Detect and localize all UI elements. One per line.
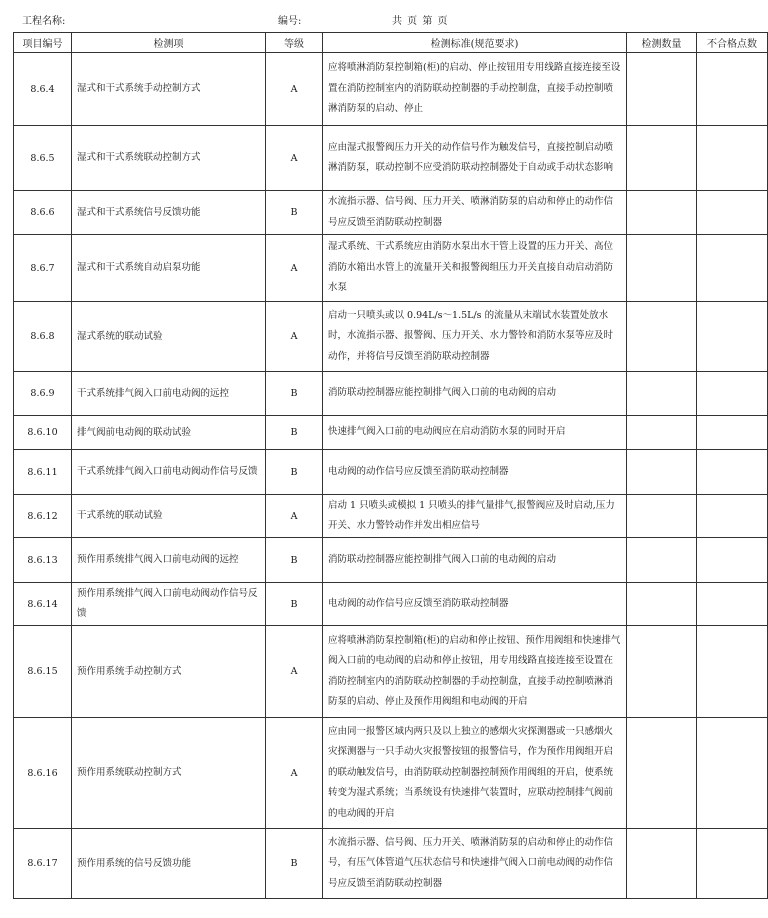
row-count-cell[interactable] <box>627 302 697 372</box>
row-standard: 电动阀的动作信号应反馈至消防联动控制器 <box>323 450 627 495</box>
row-grade: A <box>266 53 323 126</box>
row-item: 预作用系统联动控制方式 <box>72 718 266 829</box>
row-code: 8.6.14 <box>14 583 72 626</box>
row-fail-cell[interactable] <box>697 583 768 626</box>
column-header-count: 检测数量 <box>627 33 697 53</box>
table-row <box>14 718 768 829</box>
row-code: 8.6.6 <box>14 191 72 235</box>
row-count-cell[interactable] <box>627 53 697 126</box>
row-item: 预作用系统手动控制方式 <box>72 626 266 718</box>
row-fail-cell[interactable] <box>697 718 768 829</box>
row-grade: B <box>266 416 323 450</box>
row-grade: A <box>266 495 323 538</box>
form-number-label: 编号: <box>278 16 302 27</box>
row-code: 8.6.17 <box>14 829 72 899</box>
column-header-code: 项目编号 <box>14 33 72 53</box>
row-standard: 电动阀的动作信号应反馈至消防联动控制器 <box>323 583 627 626</box>
row-count-cell[interactable] <box>627 372 697 416</box>
table-row <box>14 829 768 899</box>
row-grade: B <box>266 191 323 235</box>
form-header <box>0 10 719 28</box>
row-item: 排气阀前电动阀的联动试验 <box>72 416 266 450</box>
row-count-cell[interactable] <box>627 718 697 829</box>
row-fail-cell[interactable] <box>697 416 768 450</box>
row-item: 干式系统排气阀入口前电动阀动作信号反馈 <box>72 450 266 495</box>
row-count-cell[interactable] <box>627 191 697 235</box>
row-grade: A <box>266 302 323 372</box>
row-code: 8.6.13 <box>14 538 72 583</box>
row-count-cell[interactable] <box>627 538 697 583</box>
row-grade: B <box>266 538 323 583</box>
row-standard: 消防联动控制器应能控制排气阀入口前的电动阀的启动 <box>323 538 627 583</box>
row-fail-cell[interactable] <box>697 235 768 302</box>
row-code: 8.6.12 <box>14 495 72 538</box>
row-code: 8.6.11 <box>14 450 72 495</box>
column-header-fail: 不合格点数 <box>697 33 768 53</box>
row-item: 湿式系统的联动试验 <box>72 302 266 372</box>
row-fail-cell[interactable] <box>697 538 768 583</box>
row-count-cell[interactable] <box>627 495 697 538</box>
row-item: 干式系统排气阀入口前电动阀的远控 <box>72 372 266 416</box>
row-count-cell[interactable] <box>627 126 697 191</box>
row-standard: 水流指示器、信号阀、压力开关、喷淋消防泵的启动和停止的动作信号，有压气体管道气压状态信号和快速排气阀入口前电动阀的动作信号应反馈至消防联动控制器 <box>323 829 627 899</box>
table-row <box>14 302 768 372</box>
table-row <box>14 626 768 718</box>
table-row <box>14 235 768 302</box>
row-fail-cell[interactable] <box>697 126 768 191</box>
row-code: 8.6.9 <box>14 372 72 416</box>
row-standard: 消防联动控制器应能控制排气阀入口前的电动阀的启动 <box>323 372 627 416</box>
table-row <box>14 372 768 416</box>
table-row <box>14 495 768 538</box>
table-row <box>14 538 768 583</box>
row-fail-cell[interactable] <box>697 829 768 899</box>
column-header-grade: 等级 <box>266 33 323 53</box>
column-header-standard: 检测标准(规范要求) <box>323 33 627 53</box>
row-code: 8.6.10 <box>14 416 72 450</box>
table-row <box>14 583 768 626</box>
row-item: 预作用系统的信号反馈功能 <box>72 829 266 899</box>
row-code: 8.6.16 <box>14 718 72 829</box>
row-standard: 启动一只喷头或以 0.94L/s～1.5L/s 的流量从末端试水装置处放水时，水流指示器、报警阀、压力开关、水力警铃和消防水泵等应及时动作，并将信号反馈至消防联动控制器 <box>323 302 627 372</box>
row-count-cell[interactable] <box>627 583 697 626</box>
row-grade: B <box>266 829 323 899</box>
row-fail-cell[interactable] <box>697 191 768 235</box>
page-count-label: 共 页 第 页 <box>392 16 449 27</box>
row-item: 干式系统的联动试验 <box>72 495 266 538</box>
row-count-cell[interactable] <box>627 235 697 302</box>
row-item: 预作用系统排气阀入口前电动阀的远控 <box>72 538 266 583</box>
row-count-cell[interactable] <box>627 450 697 495</box>
row-grade: A <box>266 626 323 718</box>
row-fail-cell[interactable] <box>697 495 768 538</box>
table-row <box>14 53 768 126</box>
row-count-cell[interactable] <box>627 626 697 718</box>
row-standard: 启动 1 只喷头或模拟 1 只喷头的排气量排气,报警阀应及时启动,压力开关、水力警铃动作并发出相应信号 <box>323 495 627 538</box>
table-row <box>14 416 768 450</box>
row-code: 8.6.7 <box>14 235 72 302</box>
row-fail-cell[interactable] <box>697 53 768 126</box>
row-item: 预作用系统排气阀入口前电动阀动作信号反馈 <box>72 583 266 626</box>
row-code: 8.6.5 <box>14 126 72 191</box>
row-item: 湿式和干式系统手动控制方式 <box>72 53 266 126</box>
row-fail-cell[interactable] <box>697 302 768 372</box>
table-row <box>14 450 768 495</box>
row-grade: A <box>266 718 323 829</box>
table-row <box>14 126 768 191</box>
row-code: 8.6.15 <box>14 626 72 718</box>
row-count-cell[interactable] <box>627 829 697 899</box>
project-name-label: 工程名称: <box>22 16 66 27</box>
row-grade: B <box>266 583 323 626</box>
column-header-item: 检测项 <box>72 33 266 53</box>
row-grade: A <box>266 235 323 302</box>
table-row <box>14 191 768 235</box>
row-item: 湿式和干式系统联动控制方式 <box>72 126 266 191</box>
row-standard: 应将喷淋消防泵控制箱(柜)的启动、停止按钮用专用线路直接连接至设置在消防控制室内的消防联动控制器的手动控制盘，直接手动控制喷淋消防泵的启动、停止 <box>323 53 627 126</box>
row-count-cell[interactable] <box>627 416 697 450</box>
row-code: 8.6.4 <box>14 53 72 126</box>
row-grade: B <box>266 450 323 495</box>
row-fail-cell[interactable] <box>697 450 768 495</box>
row-standard: 应将喷淋消防泵控制箱(柜)的启动和停止按钮、预作用阀组和快速排气阀入口前的电动阀的启动和停止按钮，用专用线路直接连接至设置在消防控制室内的消防联动控制器的手动控制盘，直接手动控制喷淋消防泵的启动、停止及预作用阀组和电动阀的开启 <box>323 626 627 718</box>
row-standard: 应由同一报警区域内两只及以上独立的感烟火灾探测器或一只感烟火灾探测器与一只手动火灾报警按钮的报警信号，作为预作用阀组开启的联动触发信号，由消防联动控制器控制预作用阀组的开启，使系统转变为湿式系统；当系统设有快速排气装置时，应联动控制排气阀前的电动阀的开启 <box>323 718 627 829</box>
inspection-table <box>13 32 768 899</box>
row-standard: 湿式系统、干式系统应由消防水泵出水干管上设置的压力开关、高位消防水箱出水管上的流量开关和报警阀组压力开关直接自动启动消防水泵 <box>323 235 627 302</box>
row-code: 8.6.8 <box>14 302 72 372</box>
row-standard: 应由湿式报警阀压力开关的动作信号作为触发信号，直接控制启动喷淋消防泵，联动控制不应受消防联动控制器处于自动或手动状态影响 <box>323 126 627 191</box>
row-fail-cell[interactable] <box>697 626 768 718</box>
row-item: 湿式和干式系统信号反馈功能 <box>72 191 266 235</box>
row-standard: 水流指示器、信号阀、压力开关、喷淋消防泵的启动和停止的动作信号应反馈至消防联动控制器 <box>323 191 627 235</box>
row-standard: 快速排气阀入口前的电动阀应在启动消防水泵的同时开启 <box>323 416 627 450</box>
row-grade: A <box>266 126 323 191</box>
row-item: 湿式和干式系统自动启泵功能 <box>72 235 266 302</box>
row-grade: B <box>266 372 323 416</box>
table-header-row <box>14 33 768 53</box>
row-fail-cell[interactable] <box>697 372 768 416</box>
